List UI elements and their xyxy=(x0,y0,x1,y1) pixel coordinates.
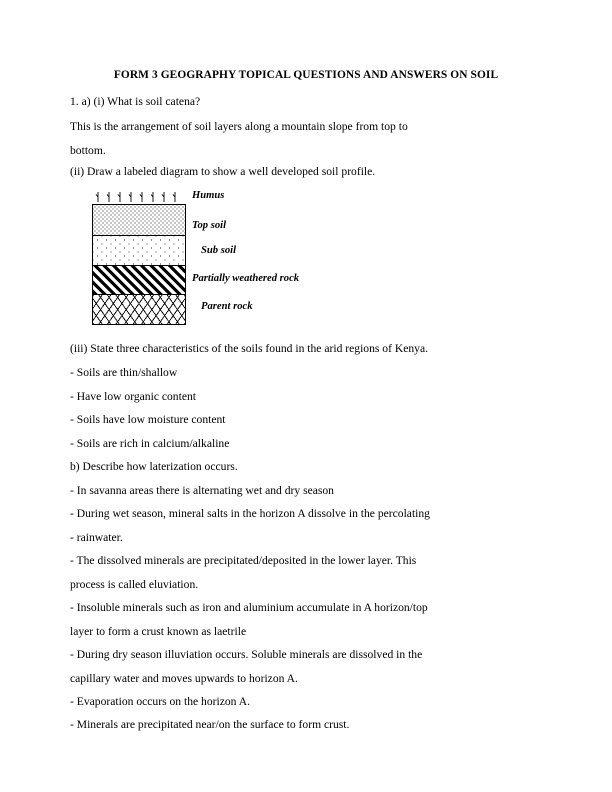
body-line: - During wet season, mineral salts in the horizon A dissolve in the percolating xyxy=(70,507,430,520)
body-line: - Soils have low moisture content xyxy=(70,413,226,426)
body-line: - During dry season illuviation occurs. Soluble minerals are dissolved in the xyxy=(70,648,423,661)
diagram-label-top-soil: Top soil xyxy=(192,220,227,231)
body-line: process is called eluviation. xyxy=(70,578,199,591)
body-line: 1. a) (i) What is soil catena? xyxy=(70,95,201,108)
body-line: capillary water and moves upwards to horizon A. xyxy=(70,672,298,685)
body-line: - Soils are rich in calcium/alkaline xyxy=(70,437,230,450)
body-line: This is the arrangement of soil layers along a mountain slope from top to xyxy=(70,120,408,133)
layer-partially-weathered-rock xyxy=(93,265,185,294)
soil-profile-diagram xyxy=(92,190,344,330)
layer-top-soil xyxy=(93,205,185,235)
body-line: layer to form a crust known as laetrile xyxy=(70,625,247,638)
body-line: - Insoluble minerals such as iron and aluminium accumulate in A horizon/top xyxy=(70,601,428,614)
body-line: - Soils are thin/shallow xyxy=(70,366,178,379)
diagram-label-parent-rock: Parent rock xyxy=(201,301,253,312)
humus-grass-icon xyxy=(92,190,186,204)
diagram-label-partially-weathered-rock: Partially weathered rock xyxy=(192,273,300,284)
soil-profile-box xyxy=(92,204,186,325)
body-line: (ii) Draw a labeled diagram to show a well developed soil profile. xyxy=(70,165,376,178)
layer-parent-rock xyxy=(93,294,185,324)
body-line: - Evaporation occurs on the horizon A. xyxy=(70,695,250,708)
diagram-label-sub-soil: Sub soil xyxy=(201,245,237,256)
layer-sub-soil xyxy=(93,235,185,265)
body-line: - rainwater. xyxy=(70,531,123,544)
page-title: FORM 3 GEOGRAPHY TOPICAL QUESTIONS AND ANSWERS ON SOIL xyxy=(113,69,499,81)
body-line: - The dissolved minerals are precipitated/deposited in the lower layer. This xyxy=(70,554,417,567)
body-line: - In savanna areas there is alternating wet and dry season xyxy=(70,484,334,497)
body-line: (iii) State three characteristics of the soils found in the arid regions of Kenya. xyxy=(70,342,429,355)
body-line: - Have low organic content xyxy=(70,390,196,403)
body-line: b) Describe how laterization occurs. xyxy=(70,460,238,473)
diagram-label-humus: Humus xyxy=(192,190,225,201)
body-line: - Minerals are precipitated near/on the surface to form crust. xyxy=(70,718,350,731)
body-line: bottom. xyxy=(70,144,106,157)
